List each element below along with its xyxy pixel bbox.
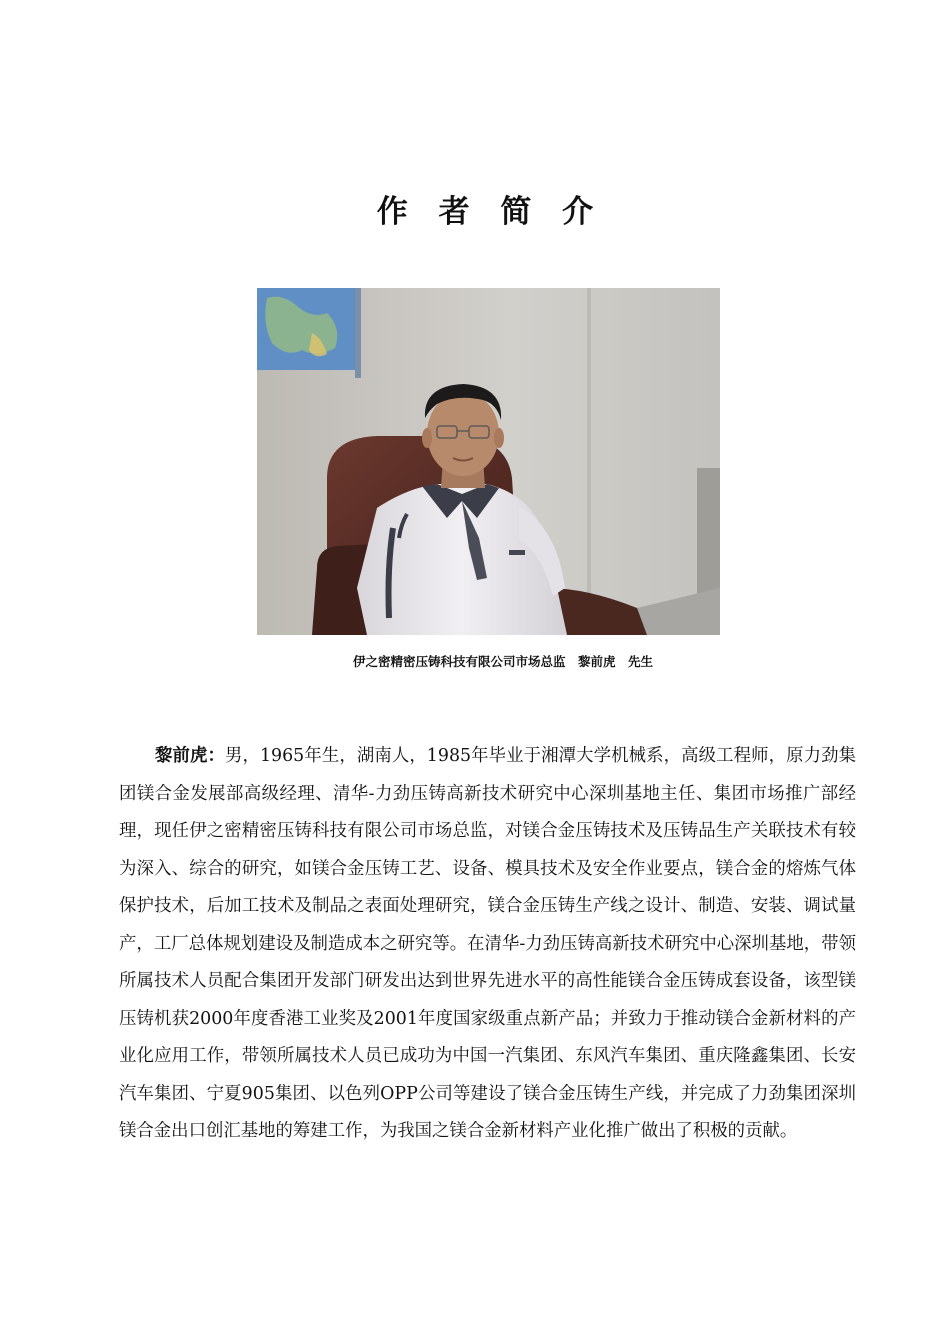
page-title: 作 者 简 介	[376, 194, 604, 230]
author-name: 黎前虎：	[155, 746, 225, 766]
author-portrait-photo	[257, 288, 720, 635]
photo-caption: 伊之密精密压铸科技有限公司市场总监 黎前虎 先生	[352, 654, 653, 669]
wall-map	[257, 288, 361, 378]
author-bio-text: 男，1965年生，湖南人，1985年毕业于湘潭大学机械系，高级工程师，原力劲集团镁合金发展部高级经理、清华-力劲压铸高新技术研究中心深圳基地主任、集团市场推广部经理，现任伊之密精密压铸科技有限公司市场总监，对镁合金压铸技术及压铸品生产关联技术有较为深入、综合的研究，如镁合金压铸工艺、设备、模具技术及安全作业要点，镁合金的熔炼气体保护技术，后加工技术及制品之表面处理研究，镁合金压铸生产线之设计、制造、安装、调试量产，工厂总体规划建设及制造成本之研究等。在清华-力劲压铸高新技术研究中心深圳基地，带领所属技术人员配合集团开发部门研发出达到世界先进水平的高性能镁合金压铸成套设备，该型镁压铸机获2000年度香港工业奖及2001年度国家级重点新产品；并致力于推动镁合金新材料的产业化应用工作，带领所属技术人员已成功为中国一汽集团、东风汽车集团、重庆隆鑫集团、长安汽车集团、宁夏905集团、以色列OPP公司等建设了镁合金压铸生产线，并完成了力劲集团深圳镁合金出口创汇基地的筹建工作，为我国之镁合金新材料产业化推广做出了积极的贡献。	[119, 746, 856, 1141]
author-bio	[119, 738, 856, 1151]
